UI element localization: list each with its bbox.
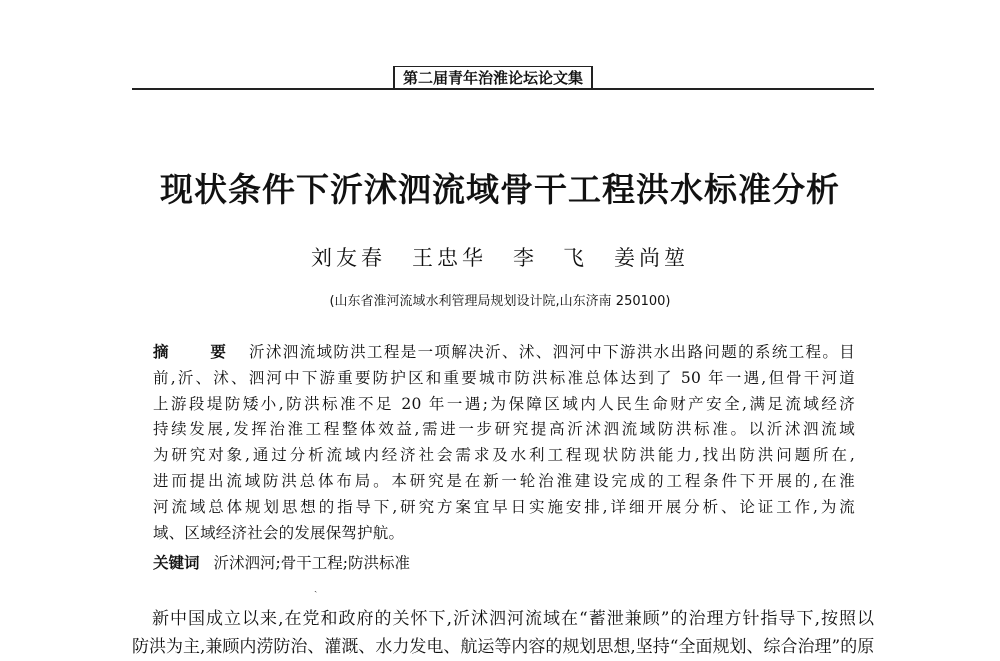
abstract-line: 持续发展,发挥治淮工程整体效益,需进一步研究提高沂沭泗流域防洪标准。以沂沭泗流域 — [153, 420, 855, 439]
running-header: 第二届青年治淮论坛论文集 — [393, 66, 593, 88]
scan-speck: ˏ — [314, 582, 318, 593]
author-2: 王忠华 — [412, 246, 487, 270]
keywords — [153, 551, 410, 573]
author-1: 刘友春 — [311, 246, 386, 270]
abstract-line: 上游段堤防矮小,防洪标准不足 20 年一遇;为保障区域内人民生命财产安全,满足流域经济 — [153, 394, 855, 413]
affiliation: (山东省淮河流域水利管理局规划设计院,山东济南 250100) — [329, 294, 671, 309]
abstract-line: 前,沂、沭、泗河中下游重要防护区和重要城市防洪标准总体达到了 50 年一遇,但骨干河道 — [153, 368, 855, 387]
header-rule — [132, 88, 874, 90]
body-line: 防洪为主,兼顾内涝防治、灌溉、水力发电、航运等内容的规划思想,坚持“全面规划、综合治理”的原 — [132, 637, 875, 657]
abstract-line — [153, 340, 855, 366]
abstract-label: 摘 要 — [153, 343, 239, 361]
body-line: 新中国成立以来,在党和政府的关怀下,沂沭泗河流域在“蓄泄兼顾”的治理方针指导下,按照以 — [152, 609, 874, 629]
author-list — [0, 242, 1000, 272]
author-4: 姜尚堃 — [614, 246, 689, 270]
abstract-line: 域、区域经济社会的发展保驾护航。 — [153, 523, 405, 542]
abstract-line: 为研究对象,通过分析流域内经济社会需求及水利工程现状防洪能力,找出防洪问题所在, — [153, 446, 855, 465]
paper-title: 现状条件下沂沭泗流域骨干工程洪水标准分析 — [160, 170, 840, 209]
keywords-value: 沂沭泗河;骨干工程;防洪标准 — [213, 554, 410, 572]
abstract — [153, 340, 855, 546]
abstract-line: 进而提出流域防洪总体布局。本研究是在新一轮治淮建设完成的工程条件下开展的,在淮 — [153, 471, 855, 490]
author-3: 李 飞 — [513, 246, 588, 270]
keywords-label: 关键词 — [153, 554, 200, 572]
abstract-line: 河流域总体规划思想的指导下,研究方案宜早日实施安排,详细开展分析、论证工作,为流 — [153, 497, 855, 516]
body-text — [132, 605, 874, 661]
abstract-text: 沂沭泗流域防洪工程是一项解决沂、沭、泗河中下游洪水出路问题的系统工程。目 — [249, 343, 855, 361]
